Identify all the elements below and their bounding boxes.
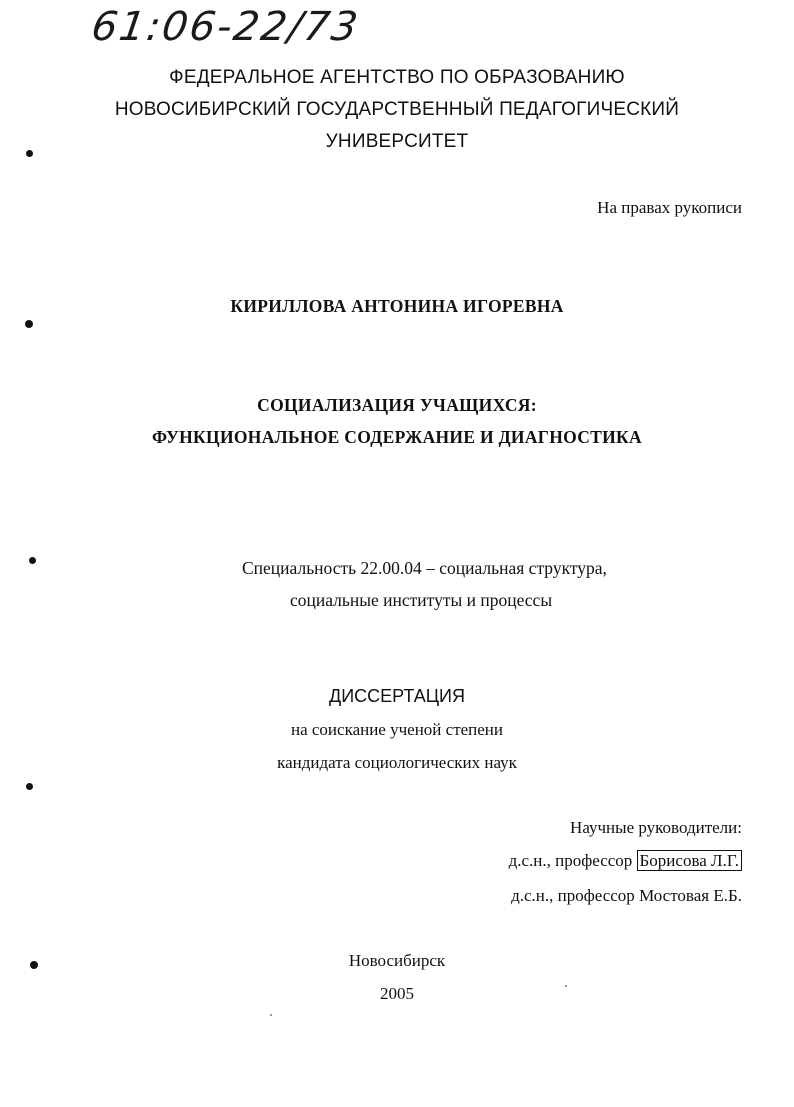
- author-name: КИРИЛЛОВА АНТОНИНА ИГОРЕВНА: [230, 296, 564, 316]
- supervisor-2: [511, 886, 742, 906]
- agency-line-1: ФЕДЕРАЛЬНОЕ АГЕНТСТВО ПО ОБРАЗОВАНИЮ: [169, 67, 625, 88]
- specialty-line-2: социальные институты и процессы: [290, 590, 553, 610]
- supervisor-1: [509, 851, 742, 871]
- manuscript-note: На правах рукописи: [597, 198, 742, 217]
- archive-number-handwritten: 61:06-22/73: [88, 4, 363, 50]
- scan-speck: [565, 985, 567, 987]
- scan-mark: [25, 320, 33, 328]
- scan-mark: [30, 961, 38, 969]
- supervisor-1-name: Борисова Л.Г.: [637, 850, 742, 871]
- scan-mark: [26, 150, 33, 157]
- scan-mark: [26, 783, 33, 790]
- agency-line-3: УНИВЕРСИТЕТ: [325, 131, 469, 152]
- thesis-title-line-1: СОЦИАЛИЗАЦИЯ УЧАЩИХСЯ:: [257, 395, 537, 415]
- specialty-line-1: Специальность 22.00.04 – социальная структура,: [242, 558, 607, 578]
- degree-line-1: на соискание ученой степени: [290, 720, 504, 739]
- thesis-title-line-2: ФУНКЦИОНАЛЬНОЕ СОДЕРЖАНИЕ И ДИАГНОСТИКА: [152, 427, 642, 447]
- scan-mark: [29, 557, 36, 564]
- dissertation-label: ДИССЕРТАЦИЯ: [329, 686, 465, 706]
- supervisor-2-name: Мостовая Е.Б.: [639, 886, 742, 905]
- supervisors-heading: Научные руководители:: [570, 818, 742, 837]
- degree-line-2: кандидата социологических наук: [277, 753, 517, 772]
- scan-speck: [270, 1014, 272, 1016]
- agency-line-2: НОВОСИБИРСКИЙ ГОСУДАРСТВЕННЫЙ ПЕДАГОГИЧЕСКИЙ: [114, 99, 680, 120]
- city: Новосибирск: [348, 951, 446, 970]
- supervisor-2-title: д.с.н., профессор: [511, 886, 635, 905]
- year: 2005: [380, 984, 414, 1003]
- supervisor-1-title: д.с.н., профессор: [508, 851, 633, 870]
